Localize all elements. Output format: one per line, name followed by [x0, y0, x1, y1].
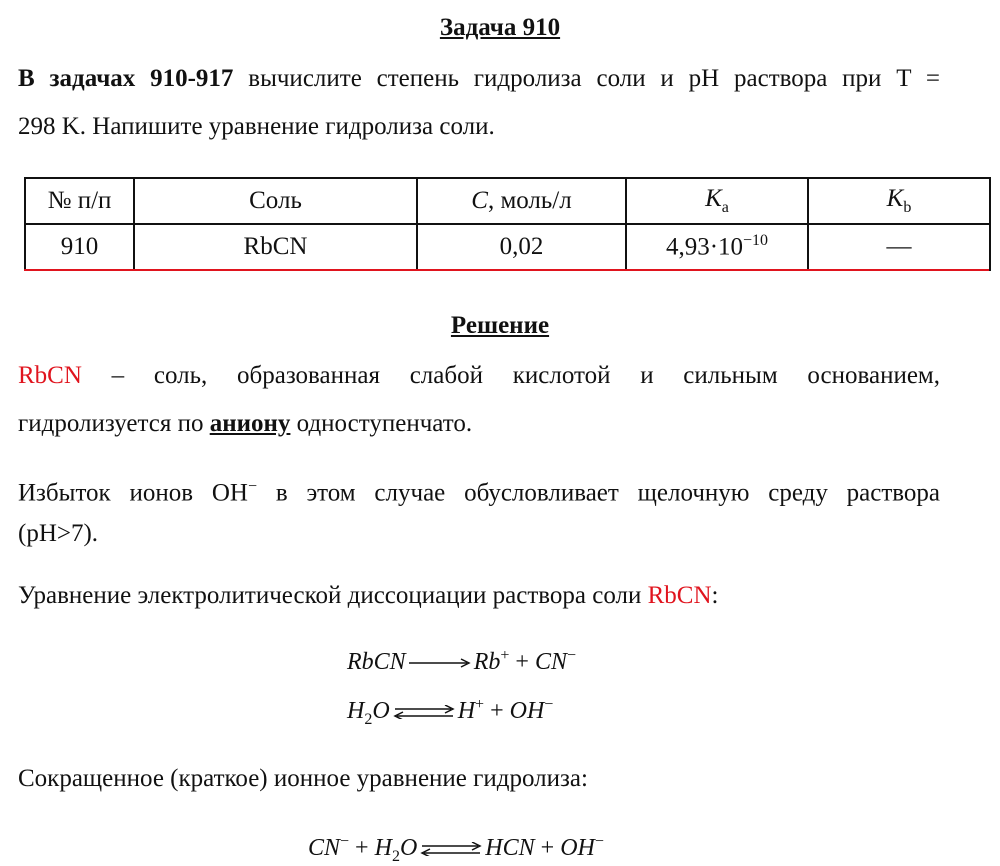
cell-ka: $4,93\cdot 10^{-10}$ [626, 224, 808, 270]
table-header-row [25, 178, 990, 224]
header-num: № п/п [25, 178, 134, 224]
header-kb: $K_b$ [808, 178, 990, 224]
equilibrium-arrow-icon [420, 842, 482, 856]
equation-dissociation-water: $H_2O$ H+ + OH− [347, 696, 554, 728]
para1-salt: RbCN [18, 362, 82, 389]
task-title: Задача 910 [439, 14, 561, 41]
anion-word: аниону [209, 410, 291, 437]
equation-hydrolysis: $CN^- + H_2O$ HCN + OH− [308, 833, 604, 865]
para4-line: Сокращенное (краткое) ионное уравнение гидролиза: [18, 765, 588, 792]
header-conc: C, моль/л [417, 178, 626, 224]
equation-dissociation-salt: RbCN Rb+ + CN− [347, 647, 576, 675]
cell-conc: 0,02 [417, 224, 626, 270]
cell-salt: RbCN [134, 224, 417, 270]
table-row [25, 224, 990, 270]
para3-salt: RbCN [647, 582, 712, 609]
intro-line1-rest: вычислите степень гидролиза соли и pH раствора при T = [233, 65, 940, 92]
cell-kb: — [808, 224, 990, 270]
data-table [24, 177, 991, 271]
para2-line-2: (pH>7). [18, 520, 99, 547]
intro-line-2: 298 K. Напишите уравнение гидролиза соли. [18, 113, 495, 140]
para1-line-1: RbCN – соль, образованная слабой кислотой и сильным основанием, [18, 362, 940, 389]
cell-num: 910 [25, 224, 134, 270]
intro-bold: В задачах 910-917 [18, 65, 234, 92]
header-salt: Соль [134, 178, 417, 224]
header-ka: $K_a$ [626, 178, 808, 224]
solution-title: Решение [450, 312, 550, 339]
forward-arrow-icon [409, 656, 471, 670]
table-red-underline [24, 269, 989, 271]
para2-line-1: Избыток ионов OH− в этом случае обусловливает щелочную среду раствора [18, 478, 940, 507]
equilibrium-arrow-icon [393, 705, 455, 719]
para3-line: Уравнение электролитической диссоциации раствора соли RbCN: [18, 582, 719, 609]
para1-line-2: гидролизуется по аниону одноступенчато. [18, 410, 473, 437]
intro-line-1 [18, 64, 940, 94]
